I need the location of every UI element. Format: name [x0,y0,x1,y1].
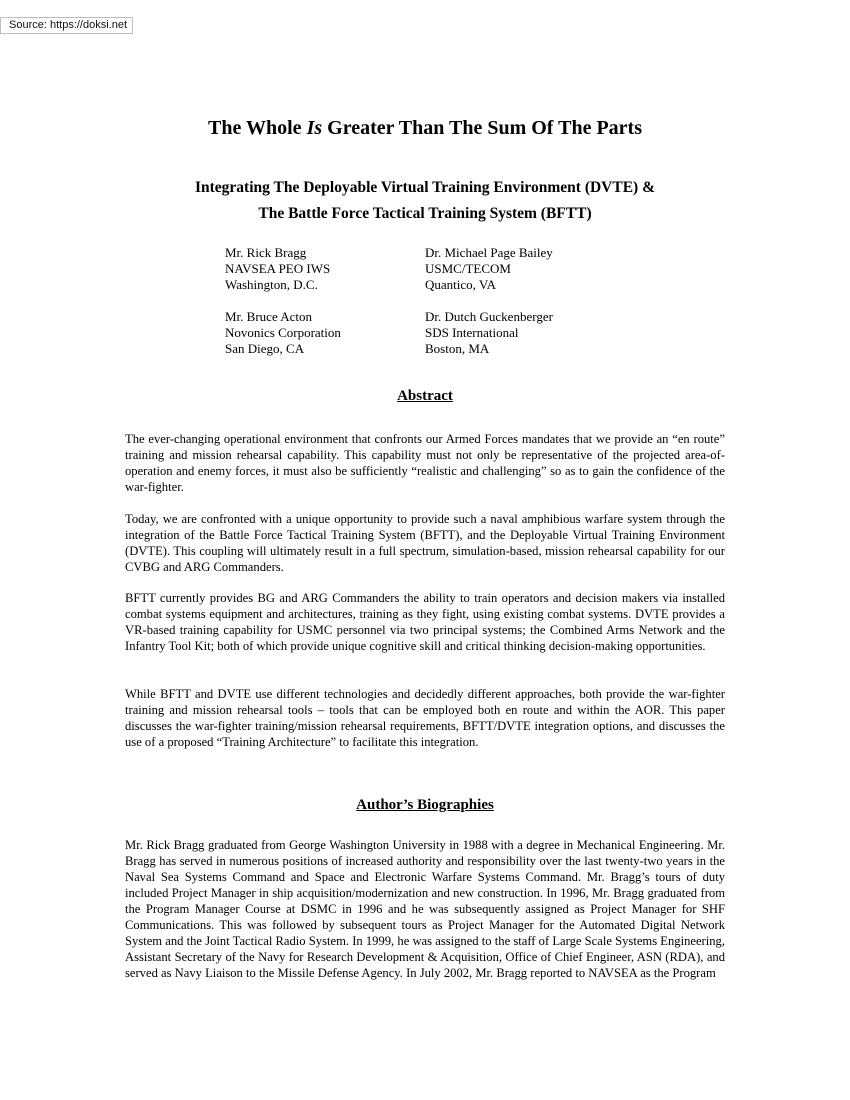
author-location: Quantico, VA [425,277,497,292]
title-emphasis: Is [306,117,323,139]
author-org: Novonics Corporation [225,325,341,340]
author-name: Dr. Dutch Guckenberger [425,309,553,324]
subtitle-line-1: Integrating The Deployable Virtual Training Environment (DVTE) & [194,179,655,196]
abstract-paragraph-3: BFTT currently provides BG and ARG Commanders the ability to train operators and decision makers via installed combat systems equipment and architectures, training as they fight, using existing combat systems. DVTE provides a VR-based training capability for USMC personnel via two principal systems; the Combined Arms Network and the Infantry Tool Kit; both of which provide unique cognitive skill and critical thinking decision-making opportunities. [125,591,725,653]
author-name: Mr. Bruce Acton [225,309,313,324]
author-name: Mr. Rick Bragg [225,245,307,260]
subtitle-line-2: The Battle Force Tactical Training System (BFTT) [258,205,592,222]
author-name: Dr. Michael Page Bailey [425,245,553,260]
biography-paragraph-1: Mr. Rick Bragg graduated from George Washington University in 1988 with a degree in Mechanical Engineering. Mr. Bragg has served in numerous positions of increased authority and responsibility over the last twenty-two years in the Naval Sea Systems Command and Space and Electronic Warfare Systems Command. Mr. Bragg’s tours of duty included Project Manager in ship acquisition/modernization and new construction. In 1996, Mr. Bragg graduated from the Program Manager Course at DSMC in 1996 and he was subsequently assigned as Project Manager for SHF Communications. This was followed by subsequent tours as Project Manager for the Automated Digital Network System and the Joint Tactical Radio System. In 1999, he was assigned to the staff of Large Scale Systems Engineering, Assistant Secretary of the Navy for Research Development & Acquisition, Office of Chief Engineer, ASN (RDA), and served as Navy Liaison to the Missile Defense Agency. In July 2002, Mr. Bragg reported to NAVSEA as the Program [125,838,725,980]
abstract-paragraph-2: Today, we are confronted with a unique opportunity to provide such a naval amphibious warfare system through the integration of the Battle Force Tactical Training System (BFTT), and the Deployable Virtual Training Environment (DVTE). This coupling will ultimately result in a full spectrum, simulation-based, mission rehearsal capability for our CVBG and ARG Commanders. [125,512,725,574]
author-block [225,245,341,293]
author-block [425,309,553,357]
biographies-heading: Author’s Biographies [356,797,494,813]
title-part-1: The Whole [208,117,307,139]
author-org: NAVSEA PEO IWS [225,261,331,276]
paper-title [0,117,850,140]
author-org: SDS International [425,325,519,340]
author-block [425,245,553,293]
abstract-heading: Abstract [397,388,453,404]
authors-left-column [225,245,341,373]
author-location: Washington, D.C. [225,277,318,292]
source-label: Source: https://doksi.net [0,17,133,34]
authors-right-column [425,245,553,373]
author-location: Boston, MA [425,341,490,356]
abstract-paragraph-1: The ever-changing operational environment that confronts our Armed Forces mandates that we provide an “en route” training and mission rehearsal capability. This capability must not only be representative of the projected area-of-operation and enemy forces, it must also be sufficiently “realistic and challenging” so as to gain the confidence of the war-fighter. [125,432,725,494]
title-part-2: Greater Than The Sum Of The Parts [322,117,642,139]
abstract-paragraph-4: While BFTT and DVTE use different technologies and decidedly different approaches, both provide the war-fighter training and mission rehearsal tools – tools that can be employed both en route and within the AOR. This paper discusses the war-fighter training/mission rehearsal requirements, BFTT/DVTE integration options, and discusses the use of a proposed “Training Architecture” to facilitate this integration. [125,687,725,749]
paper-subtitle [0,175,850,227]
author-block [225,309,341,357]
author-location: San Diego, CA [225,341,305,356]
author-org: USMC/TECOM [425,261,511,276]
